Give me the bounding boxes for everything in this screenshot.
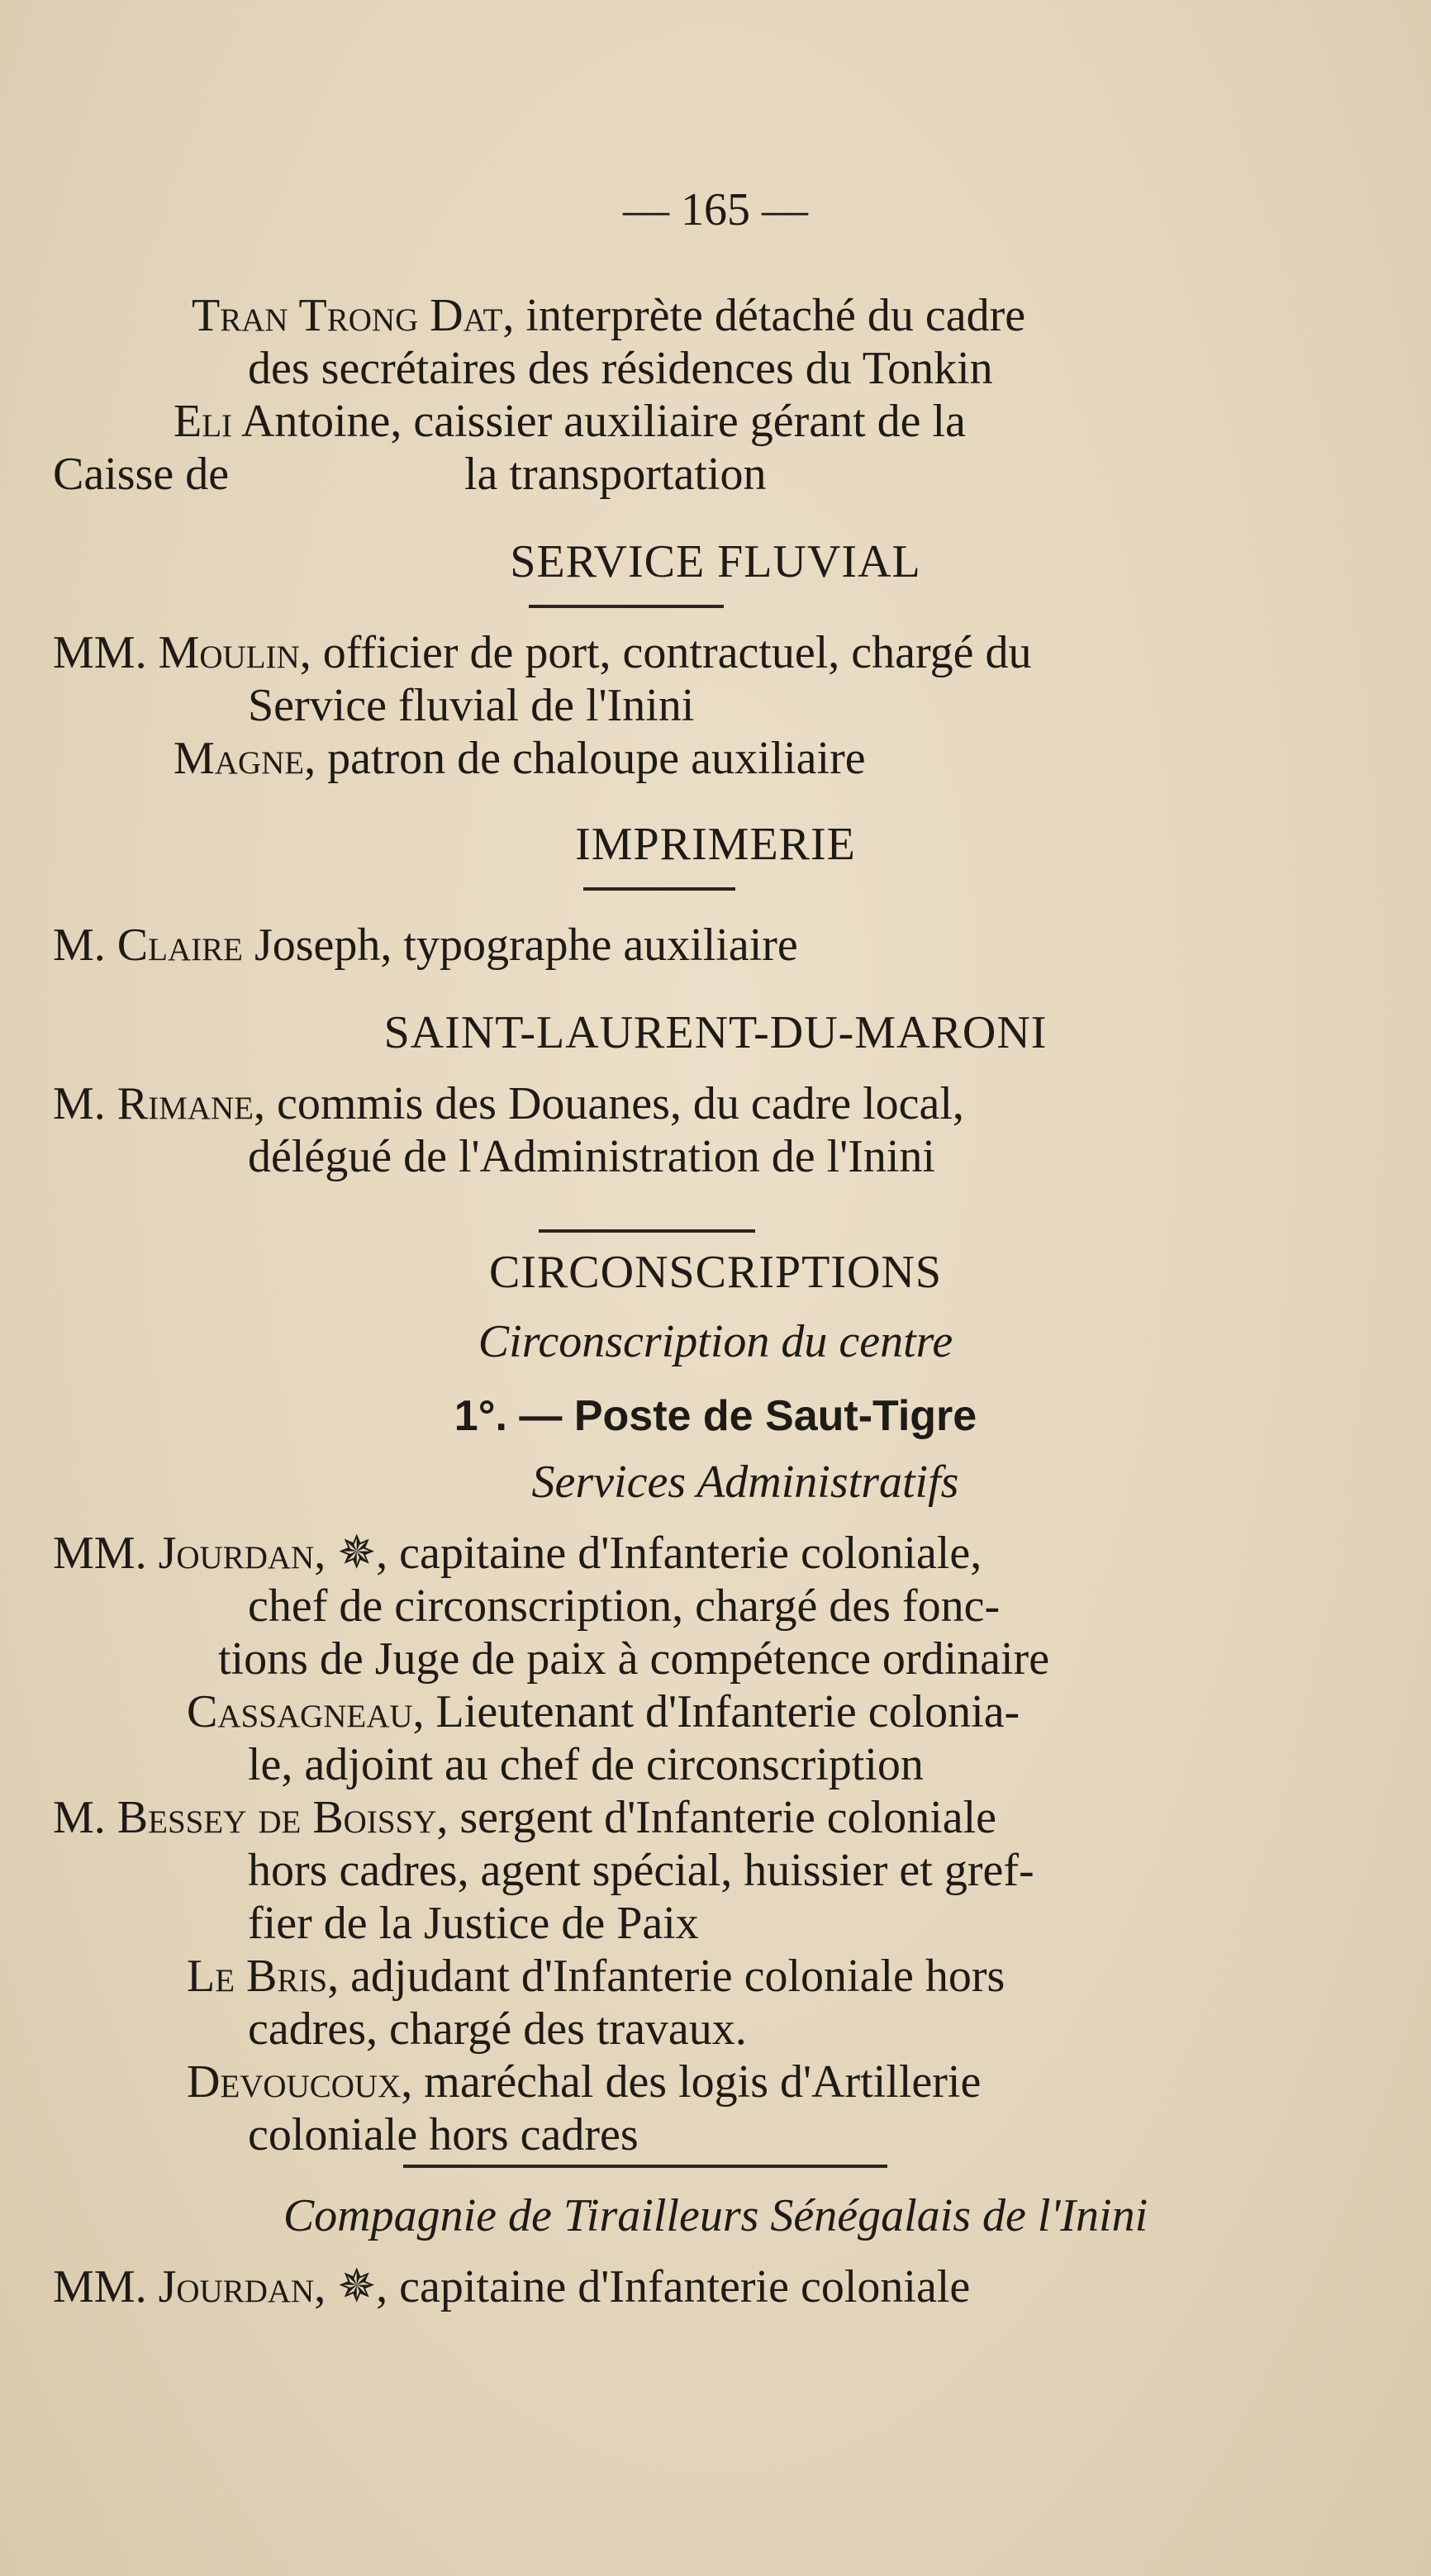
entry-jourdan-line1 [53,1527,982,1580]
services-heading: Services Administratifs [531,1457,959,1508]
entry-text: , sergent d'Infanterie coloniale [436,1792,997,1843]
entry-cassagneau-line1 [187,1685,1020,1738]
section-heading-circonscriptions: CIRCONSCRIPTIONS [488,1247,943,1298]
entry-rimane-line2: délégué de l'Administration de l'Inini [248,1131,935,1182]
section-heading-compagnie: Compagnie de Tirailleurs Sénégalais de l'Inini [283,2190,1148,2241]
entry-tran-line1 [192,289,1025,342]
entry-bessey-line3: fier de la Justice de Paix [248,1898,699,1949]
page-number: — 165 — [623,184,808,235]
divider-rule [539,1229,755,1233]
person-name: Claire [116,920,243,971]
honorific: MM. [53,2261,159,2312]
section-heading-saint-laurent: SAINT-LAURENT-DU-MARONI [383,1007,1048,1058]
entry-eli-line2a: Caisse de [53,449,230,500]
person-name: Jourdan [158,1528,315,1579]
entry-claire-line [53,919,798,972]
person-name: Eli [174,396,233,447]
entry-eli-line1 [174,395,966,448]
divider-rule [529,605,724,608]
entry-text: , commis des Douanes, du cadre local, [253,1078,964,1129]
honorific: MM. [53,627,159,678]
subheading-circonscription: Circonscription du centre [478,1316,953,1367]
entry-lebris-line2: cadres, chargé des travaux. [248,2003,747,2055]
entry-bessey-line1 [53,1791,996,1844]
entry-moulin-line1 [53,626,1031,679]
entry-compagnie-jourdan [53,2260,970,2313]
entry-bessey-line2: hors cadres, agent spécial, huissier et gref- [248,1845,1034,1896]
entry-tran-line2: des secrétaires des résidences du Tonkin [248,343,993,394]
entry-text: Joseph, typographe auxiliaire [242,920,798,971]
divider-rule [403,2165,887,2168]
section-heading-imprimerie: IMPRIMERIE [575,819,856,870]
entry-rimane-line1 [53,1077,964,1130]
person-name: Bessey de Boissy [116,1792,437,1843]
entry-eli-line2b: la transportation [464,449,767,500]
entry-cassagneau-line2: le, adjoint au chef de circonscription [248,1739,924,1790]
divider-rule [583,887,735,891]
entry-text: Antoine, caissier auxiliaire gérant de la [232,396,966,447]
entry-devoucoux-line1 [187,2056,981,2108]
entry-text: , patron de chaloupe auxiliaire [304,733,866,784]
entry-jourdan-line3: tions de Juge de paix à compétence ordinaire [218,1633,1050,1685]
entry-text: , interprète détaché du cadre [502,290,1026,341]
person-name: Devoucoux [187,2056,402,2108]
honorific: M. [53,1078,117,1129]
poste-heading: 1°. — Poste de Saut-Tigre [454,1392,977,1440]
entry-text: , maréchal des logis d'Artillerie [401,2056,982,2108]
entry-lebris-line1 [187,1950,1005,2003]
person-name: Tran Trong Dat [192,290,503,341]
honorific: M. [53,1792,117,1843]
entry-jourdan-line2: chef de circonscription, chargé des fonc- [248,1580,1001,1632]
honorific: M. [53,920,117,971]
entry-text: , ✵, capitaine d'Infanterie coloniale, [314,1528,982,1579]
entry-text: , Lieutenant d'Infanterie colonia- [412,1686,1020,1737]
section-heading-service-fluvial: SERVICE FLUVIAL [510,536,921,587]
entry-magne-line [174,732,866,785]
entry-text: , ✵, capitaine d'Infanterie coloniale [314,2261,971,2312]
entry-devoucoux-line2: coloniale hors cadres [248,2109,639,2160]
honorific: MM. [53,1528,159,1579]
person-name: Cassagneau [187,1686,413,1737]
entry-moulin-line2: Service fluvial de l'Inini [248,680,695,731]
entry-text: , adjudant d'Infanterie coloniale hors [327,1951,1006,2002]
person-name: Moulin [158,627,300,678]
person-name: Magne [174,733,305,784]
person-name: Le Bris [187,1951,328,2002]
person-name: Rimane [116,1078,254,1129]
person-name: Jourdan [158,2261,315,2312]
entry-text: , officier de port, contractuel, chargé du [299,627,1032,678]
